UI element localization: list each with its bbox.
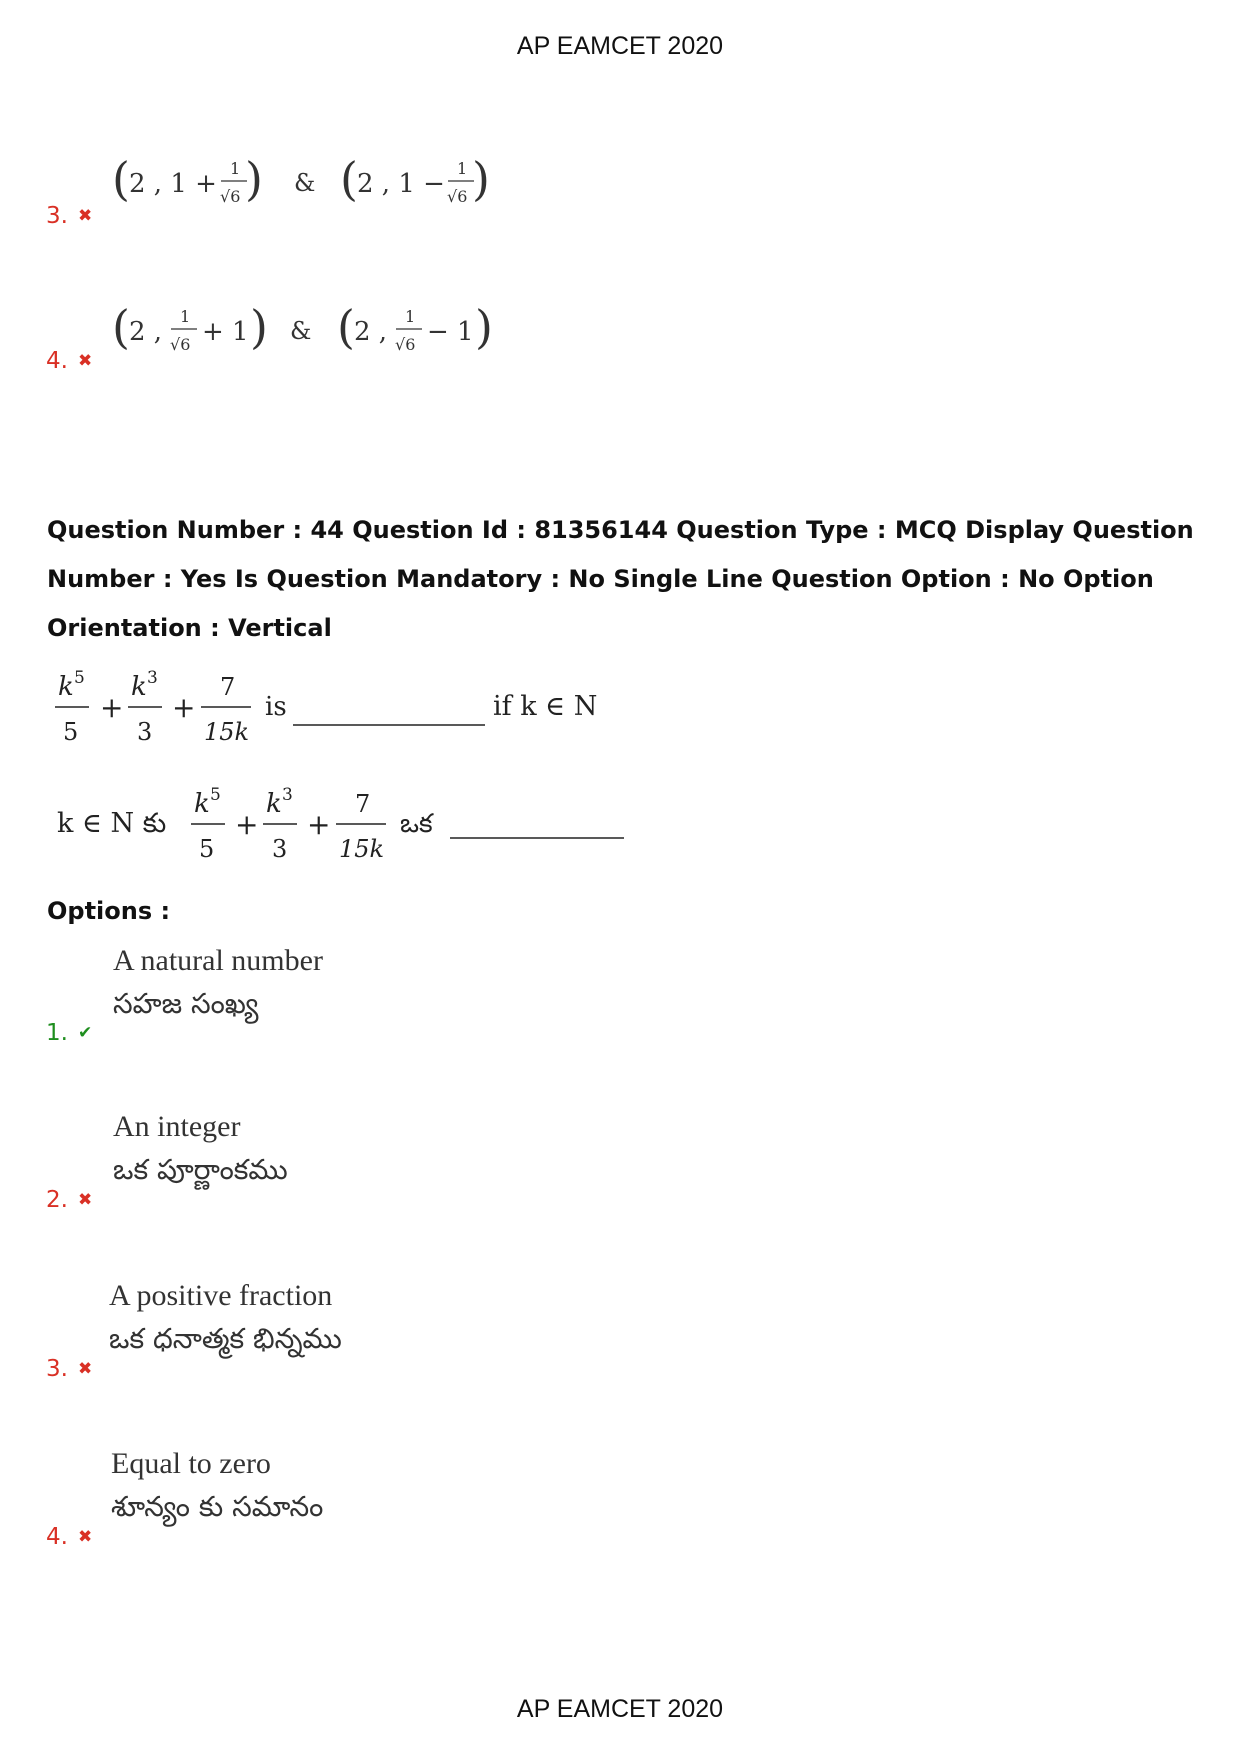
question-meta: Question Number : 44 Question Id : 81356144 Question Type : MCQ Display Question Number : Yes Is Question Mandatory : No Single Line Question Option : No Option Orientation : Vertical (47, 516, 1194, 642)
option-3-text (109, 1275, 342, 1361)
term1-exponent: 5 (210, 785, 221, 805)
plus-sign: + (172, 691, 196, 724)
term1-numerator: k (194, 789, 210, 819)
term2-exponent: 3 (147, 668, 158, 688)
cross-icon: ✖ (77, 1359, 93, 1379)
cross-icon: ✖ (77, 1527, 93, 1547)
svg-text:√6: √6 (395, 335, 416, 354)
option-english: A positive fraction (109, 1279, 333, 1312)
term1-denominator: 5 (63, 718, 79, 746)
svg-text:2 ,: 2 , (129, 317, 163, 347)
page-header-title: AP EAMCET 2020 (516, 32, 724, 60)
option-number: 3. (46, 203, 68, 229)
options-label: Options : (47, 897, 171, 925)
option-number: 4. (46, 1524, 68, 1550)
svg-text:): ) (475, 300, 493, 354)
is-word: is (265, 692, 287, 722)
term3-denominator: 15k (204, 718, 250, 746)
option-2-text (113, 1106, 288, 1192)
svg-text:1: 1 (457, 159, 468, 178)
term3-denominator: 15k (339, 835, 385, 863)
svg-text:2 , 1 +: 2 , 1 + (129, 169, 217, 199)
option-number: 3. (46, 1356, 68, 1382)
condition-telugu: k ∈ N కు (57, 808, 167, 839)
svg-text:1: 1 (230, 159, 241, 178)
oka-word: ఒక (400, 809, 433, 839)
option-english: A natural number (113, 944, 323, 977)
svg-text:2 , 1 −: 2 , 1 − (357, 169, 445, 199)
option-2-marker (46, 1187, 92, 1213)
cross-icon: ✖ (77, 1190, 93, 1210)
option-1-text (113, 940, 323, 1026)
term2-exponent: 3 (282, 785, 293, 805)
plus-sign: + (307, 808, 331, 841)
svg-text:): ) (472, 152, 490, 206)
question-telugu (57, 782, 637, 872)
term3-numerator: 7 (220, 673, 236, 701)
ampersand: & (290, 317, 312, 345)
check-icon: ✔ (77, 1023, 93, 1043)
option-telugu: ఒక పూర్ణాంకము (113, 1153, 288, 1186)
term1-exponent: 5 (74, 668, 85, 688)
svg-text:): ) (245, 152, 263, 206)
svg-text:(: ( (337, 300, 355, 354)
prev-option-3-expression (112, 150, 512, 220)
prev-option-4-expression (112, 298, 512, 368)
option-english: Equal to zero (111, 1447, 271, 1480)
term2-numerator: k (131, 672, 147, 702)
svg-text:(: ( (340, 152, 358, 206)
option-4-marker (46, 1524, 92, 1550)
option-number: 4. (46, 348, 68, 374)
svg-text:1: 1 (180, 307, 191, 326)
plus-sign: + (100, 691, 124, 724)
prev-option-4 (46, 348, 92, 374)
option-telugu: సహజ సంఖ్య (113, 987, 259, 1020)
cross-icon: ✖ (77, 206, 93, 226)
svg-text:− 1: − 1 (427, 317, 474, 347)
prev-option-3 (46, 203, 92, 229)
term2-denominator: 3 (137, 718, 153, 746)
question-english (55, 665, 615, 755)
term2-numerator: k (266, 789, 282, 819)
term3-numerator: 7 (355, 790, 371, 818)
option-number: 1. (46, 1020, 68, 1046)
svg-text:√6: √6 (170, 335, 191, 354)
term1-denominator: 5 (199, 835, 215, 863)
option-number: 2. (46, 1187, 68, 1213)
option-english: An integer (113, 1110, 241, 1143)
page-footer-title: AP EAMCET 2020 (516, 1695, 724, 1723)
term2-denominator: 3 (272, 835, 288, 863)
svg-text:+ 1: + 1 (202, 317, 249, 347)
cross-icon: ✖ (77, 351, 93, 371)
ampersand: & (294, 169, 316, 197)
term1-numerator: k (58, 672, 74, 702)
svg-text:√6: √6 (447, 187, 468, 206)
svg-text:2 ,: 2 , (354, 317, 388, 347)
plus-sign: + (235, 808, 259, 841)
svg-text:): ) (250, 300, 268, 354)
option-3-marker (46, 1356, 92, 1382)
svg-text:(: ( (112, 300, 130, 354)
svg-text:1: 1 (405, 307, 416, 326)
svg-text:√6: √6 (220, 187, 241, 206)
svg-text:(: ( (112, 152, 130, 206)
condition: if k ∈ N (493, 691, 598, 722)
option-1-marker (46, 1020, 92, 1046)
option-telugu: ఒక ధనాత్మక భిన్నము (109, 1322, 342, 1355)
option-4-text (111, 1443, 323, 1529)
option-telugu: శూన్యం కు సమానం (111, 1490, 324, 1523)
